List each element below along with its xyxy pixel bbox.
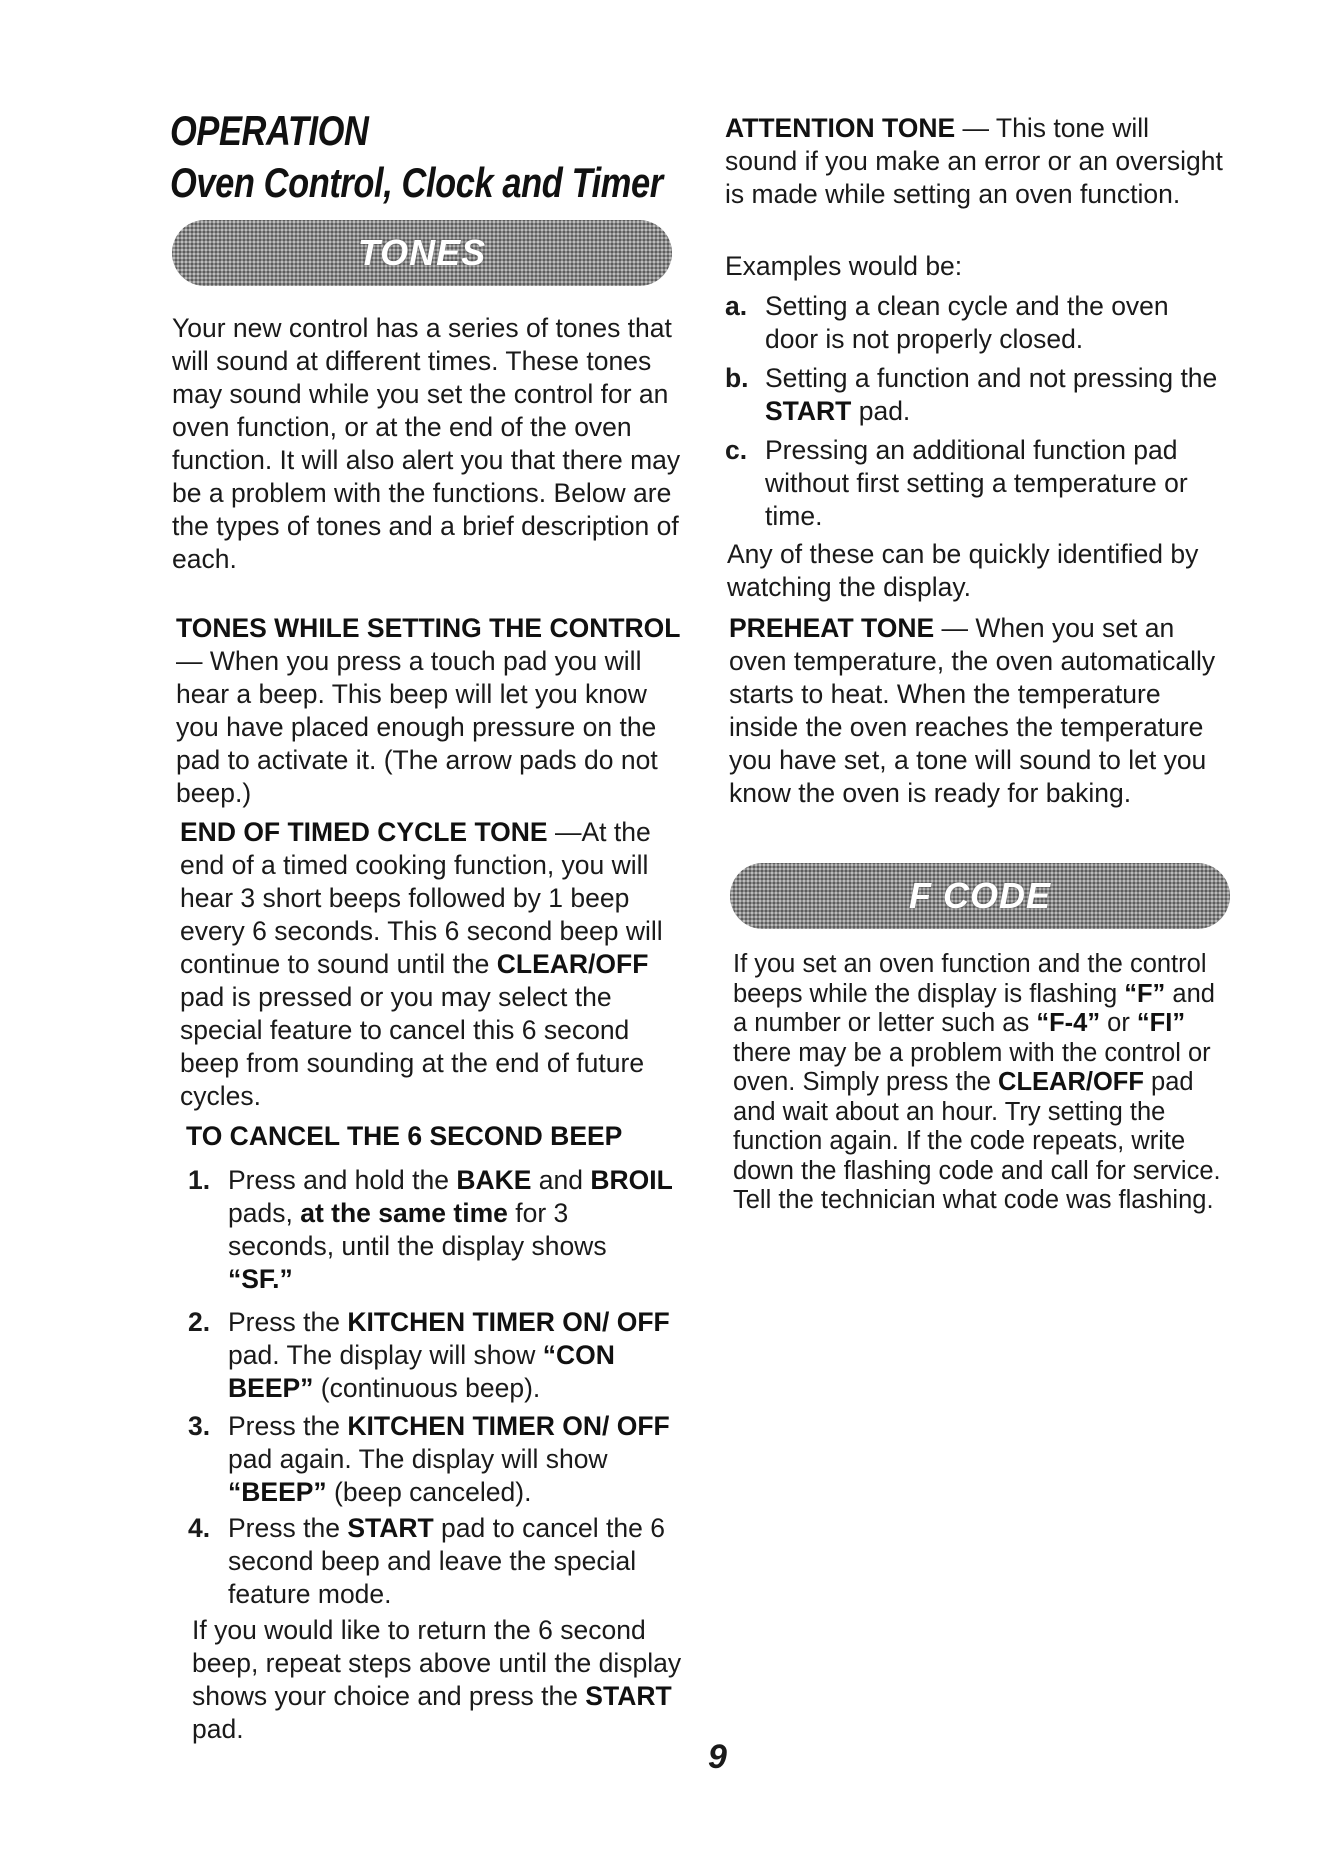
section-title: OPERATION	[170, 107, 369, 154]
page-number: 9	[708, 1738, 727, 1776]
attention-tone-paragraph: ATTENTION TONE — This tone will sound if you make an error or an oversight is made while setting an oven function.	[725, 113, 1223, 209]
section-subtitle: Oven Control, Clock and Timer	[170, 159, 663, 206]
cancel-beep-outro: If you would like to return the 6 second beep, repeat steps above until the display shows your choice and press the START pad.	[192, 1615, 682, 1744]
fcode-banner-label: F CODE	[908, 875, 1051, 916]
list-item: a. Setting a clean cycle and the oven door is not properly closed.	[725, 291, 1169, 354]
tones-setting-heading: TONES WHILE SETTING THE CONTROL	[176, 613, 681, 643]
page-title	[170, 105, 663, 209]
cancel-beep-heading: TO CANCEL THE 6 SECOND BEEP	[186, 1121, 623, 1151]
tones-intro: Your new control has a series of tones that will sound at different times. These tones may sound while you set the control for an oven function, or at the end of the oven function. It will also alert you that there may be a problem with the functions. Below are the types of tones and a brief description of each.	[172, 313, 681, 574]
tones-banner-label: TONES	[357, 232, 487, 273]
timed-cycle-paragraph: END OF TIMED CYCLE TONE —At the end of a timed cooking function, you will hear 3 short beeps followed by 1 beep every 6 seconds. This 6 second beep will continue to sound until the CLEAR/OFF pad is pressed or you may select the special feature to cancel this 6 second beep from sounding at the end of future cycles.	[180, 817, 663, 1111]
list-item: 1. Press and hold the BAKE and BROIL pads, at the same time for 3 seconds, until the display shows “SF.”	[188, 1165, 673, 1294]
preheat-tone-paragraph: PREHEAT TONE — When you set an oven temperature, the oven automatically starts to heat. When the temperature inside the oven reaches the temperature you have set, a tone will sound to let you know the oven is ready for baking.	[729, 613, 1216, 808]
fcode-banner	[730, 863, 1230, 929]
fcode-paragraph: If you set an oven function and the control beeps while the display is flashing “F” and a number or letter such as “F-4” or “FI” there may be a problem with the control or oven. Simply press the CLEAR/OFF pad and wait about an hour. Try setting the function again. If the code repeats, write down the flashing code and call for service. Tell the technician what code was flashing.	[733, 950, 1221, 1214]
list-item: c. Pressing an additional function pad without first setting a temperature or time.	[725, 435, 1188, 531]
preheat-tone-heading: PREHEAT TONE	[729, 613, 935, 643]
list-item: 2. Press the KITCHEN TIMER ON/ OFF pad. The display will show “CON BEEP” (continuous beep).	[188, 1307, 670, 1403]
tones-setting-paragraph: TONES WHILE SETTING THE CONTROL — When you press a touch pad you will hear a beep. This beep will let you know you have placed enough pressure on the pad to activate it. (The arrow pads do not beep.)	[176, 613, 681, 808]
attention-after: Any of these can be quickly identified by watching the display.	[727, 539, 1199, 602]
attention-tone-heading: ATTENTION TONE	[725, 113, 956, 143]
list-item: 3. Press the KITCHEN TIMER ON/ OFF pad again. The display will show “BEEP” (beep canceled).	[188, 1411, 670, 1507]
timed-cycle-heading: END OF TIMED CYCLE TONE	[180, 817, 548, 847]
list-item: 4. Press the START pad to cancel the 6 second beep and leave the special feature mode.	[188, 1513, 665, 1609]
list-item: b. Setting a function and not pressing the START pad.	[725, 363, 1218, 426]
examples-label: Examples would be:	[725, 251, 963, 281]
tones-banner	[172, 220, 672, 286]
